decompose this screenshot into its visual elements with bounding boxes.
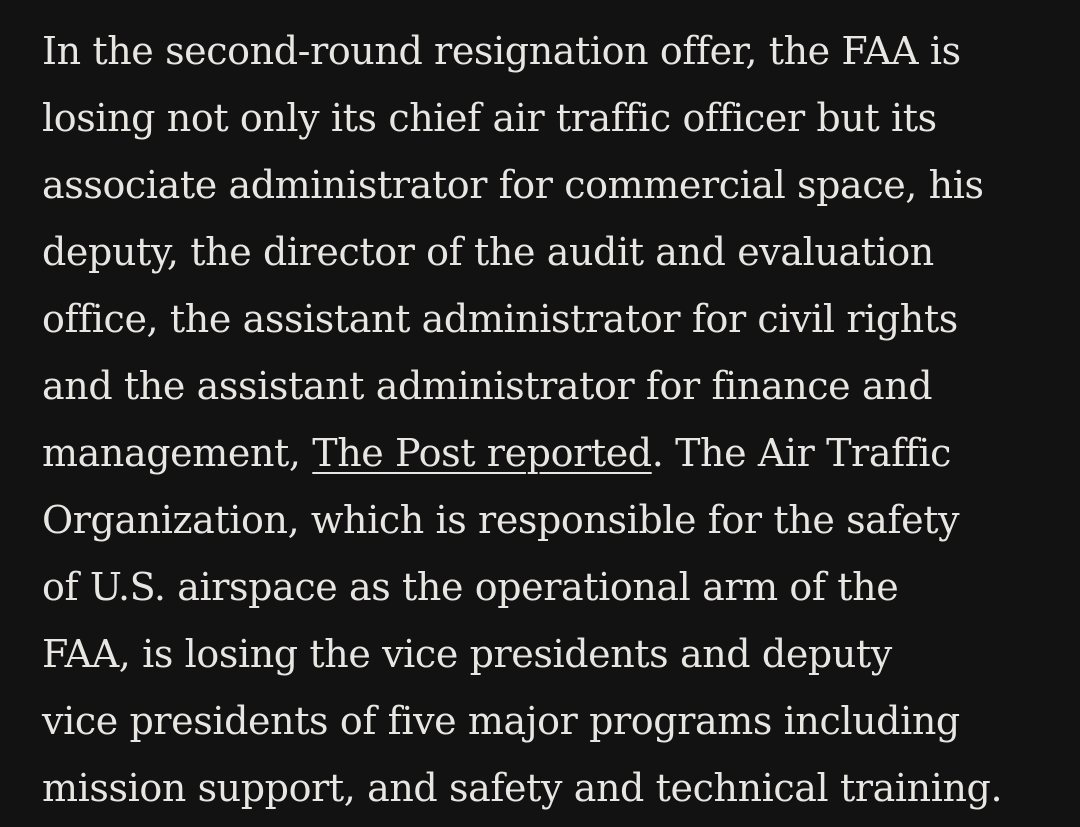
line-text-before-link: management, [42,431,313,475]
paragraph-line: FAA, is losing the vice presidents and deputy [42,632,892,676]
post-reported-link[interactable]: The Post reported [312,431,652,475]
line-text-after-link: . The Air Traffic [651,431,952,475]
paragraph-line: office, the assistant administrator for civil rights [42,297,958,341]
paragraph-line: Organization, which is responsible for the safety [42,498,960,542]
paragraph-line: and the assistant administrator for finance and [42,364,933,408]
paragraph-line: associate administrator for commercial space, his [42,163,984,207]
paragraph-line: In the second-round resignation offer, the FAA is [42,29,961,73]
article-body [42,18,1062,822]
paragraph-line: mission support, and safety and technical training. [42,766,1003,810]
paragraph-line: losing not only its chief air traffic officer but its [42,96,937,140]
paragraph-line: deputy, the director of the audit and evaluation [42,230,934,274]
article-paragraph [42,18,1062,822]
paragraph-line-with-link [42,420,1062,487]
paragraph-line: vice presidents of five major programs including [42,699,960,743]
paragraph-line: of U.S. airspace as the operational arm of the [42,565,899,609]
